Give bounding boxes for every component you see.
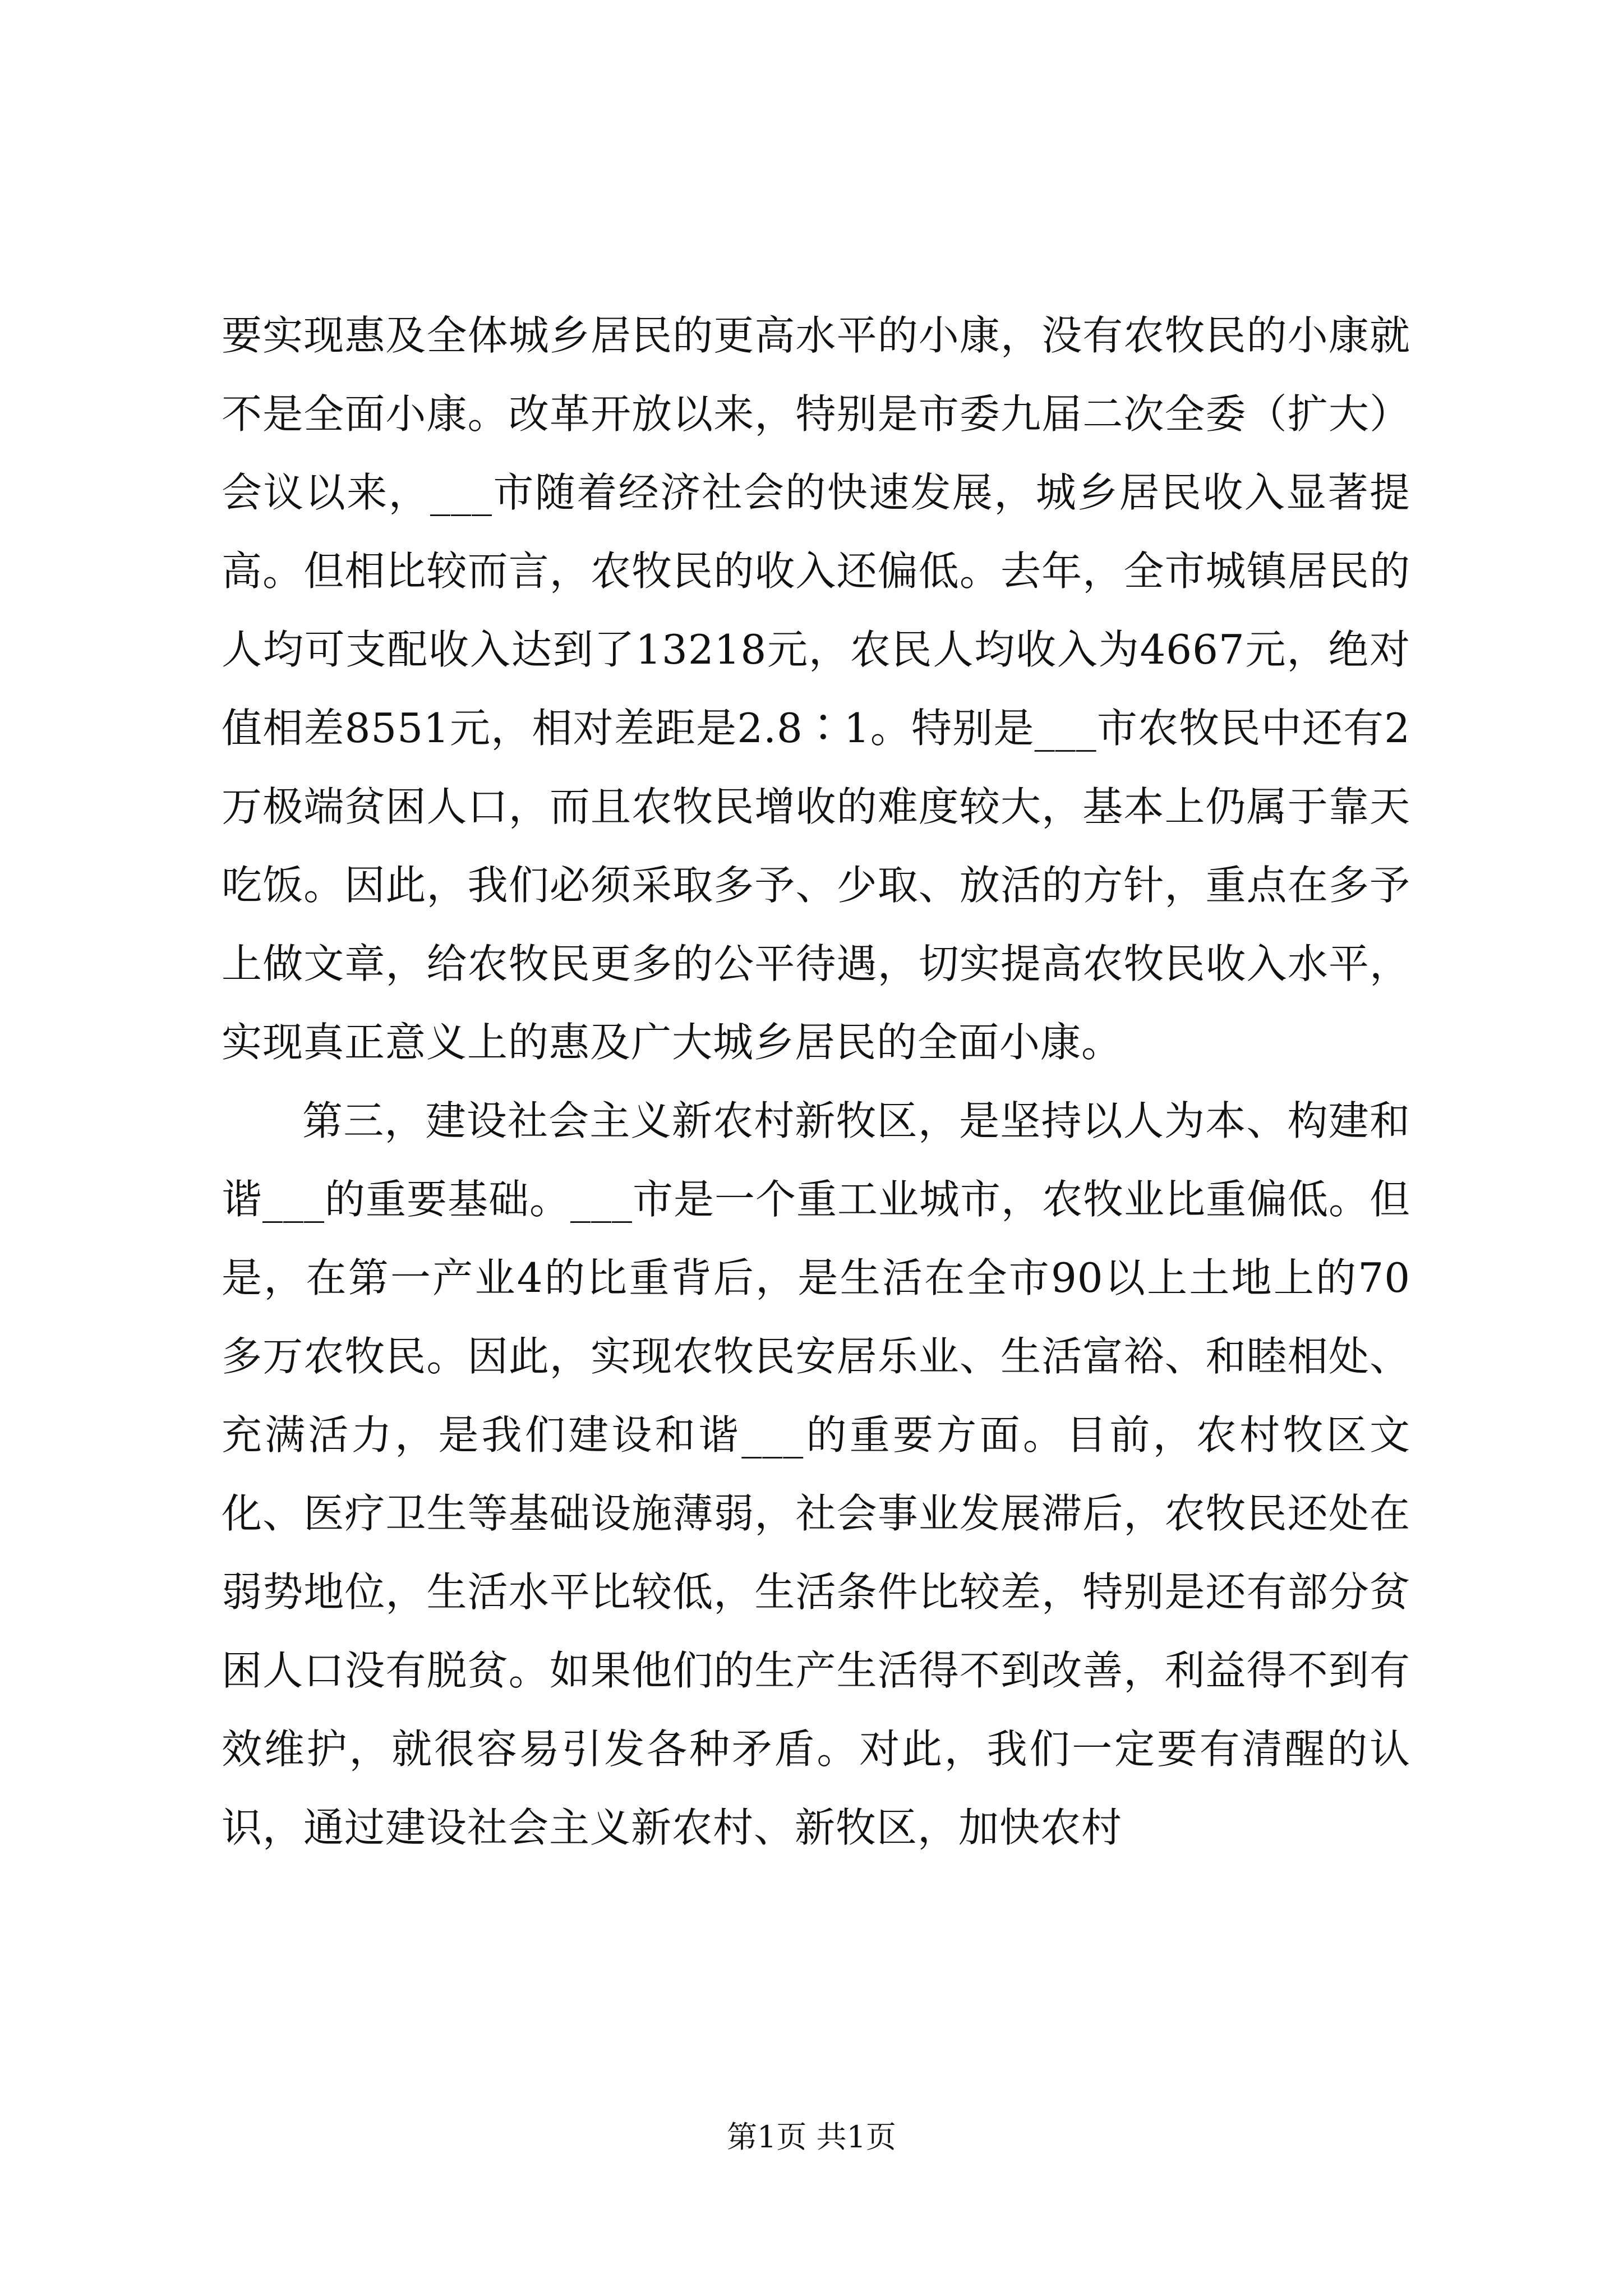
page-footer: 第1页 共1页 — [727, 2119, 896, 2155]
paragraph-2: 第三，建设社会主义新农村新牧区，是坚持以人为本、构建和谐___的重要基础。___市是一个重工业城市，农牧业比重偏低。但是，在第一产业4的比重背后，是生活在全市90以上土地上的70多万农牧民。因此，实现农牧民安居乐业、生活富裕、和睦相处、充满活力，是我们建设和谐___的重要方面。目前，农村牧区文化、医疗卫生等基础设施薄弱，社会事业发展滞后，农牧民还处在弱势地位，生活水平比较低，生活条件比较差，特别是还有部分贫困人口没有脱贫。如果他们的生产生活得不到改善，利益得不到有效维护，就很容易引发各种矛盾。对此，我们一定要有清醒的认识，通过建设社会主义新农村、新牧区，加快农村 — [222, 1097, 1411, 1851]
paragraph-1: 要实现惠及全体城乡居民的更高水平的小康，没有农牧民的小康就不是全面小康。改革开放以来，特别是市委九届二次全委（扩大）会议以来，___市随着经济社会的快速发展，城乡居民收入显著提高。但相比较而言，农牧民的收入还偏低。去年，全市城镇居民的人均可支配收入达到了13218元，农民人均收入为4667元，绝对值相差8551元，相对差距是2.8∶1。特别是___市农牧民中还有2万极端贫困人口，而且农牧民增收的难度较大，基本上仍属于靠天吃饭。因此，我们必须采取多予、少取、放活的方针，重点在多予上做文章，给农牧民更多的公平待遇，切实提高农牧民收入水平，实现真正意义上的惠及广大城乡居民的全面小康。 — [222, 312, 1410, 1066]
document-body — [222, 296, 1410, 1867]
